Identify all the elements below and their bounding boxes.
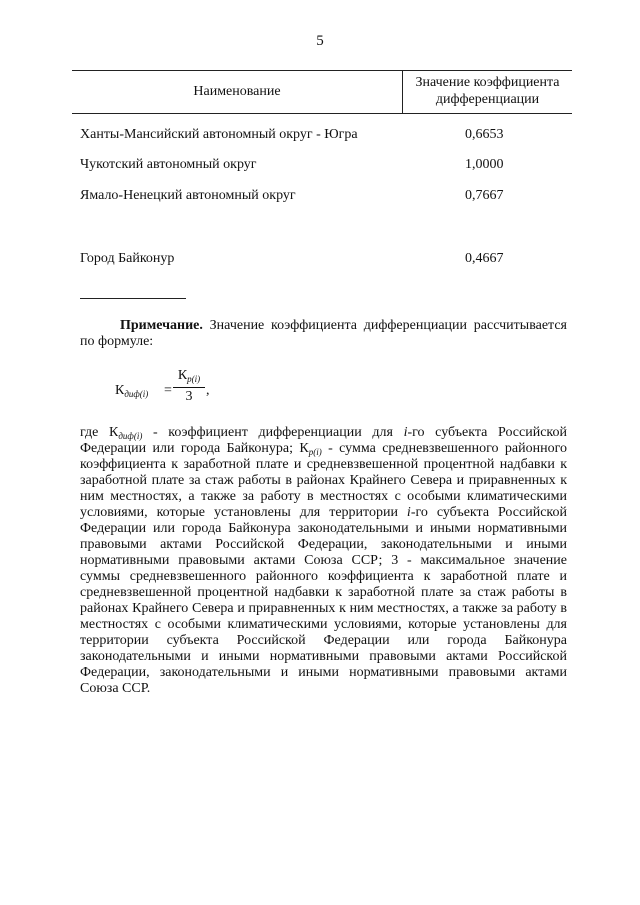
row-name: Ямало-Ненецкий автономный округ [80, 188, 296, 203]
explanation-part3: - сумма средневзвешенного районного коэффициента к заработной плате и средневзвешенной процентной надбавки к заработной плате за стаж работы в районах Крайнего Севера и приравненных к ним местностях, а также за работу в местностях с особыми климатическими условиями, которые установлены для территории [80, 441, 567, 520]
page-number: 5 [316, 33, 324, 49]
row-name: Ханты-Мансийский автономный округ - Югра [80, 127, 358, 142]
explanation-part2: -го субъекта Российской Федерации или города Байконура; К [80, 425, 568, 456]
row-value: 0,6653 [465, 127, 504, 142]
explanation-part4: -го субъекта Российской Федерации или города Байконура законодательными и иными нормативными правовыми актами Российской Федерации, законодательными и иными нормативными правовыми актами Союза ССР; 3 - максимальное значение суммы средневзвешенного районного коэффициента к заработной плате и средневзвешенной процентной надбавки к заработной плате за стаж работы в районах Крайнего Севера и приравненных к ним местностях, а также за работу в местностях с особыми климатическими условиями, которые установлены для территории субъекта Российской Федерации или города Байконура законодательными и иными нормативными правовыми актами Российской Федерации, законодательными и иными нормативными правовыми актами Союза ССР. [80, 505, 567, 696]
explanation-paragraph [80, 425, 567, 697]
formula-numerator [173, 368, 205, 384]
row-name: Чукотский автономный округ [80, 157, 257, 172]
row-value: 0,7667 [465, 188, 504, 203]
row-name: Город Байконур [80, 251, 175, 266]
formula-numerator-symbol: К [177, 368, 188, 383]
column-header-value [403, 74, 572, 108]
note-label: Примечание. [120, 318, 203, 333]
explanation-where: где К [80, 425, 119, 440]
footnote-rule [80, 298, 186, 299]
table-row [80, 188, 570, 208]
column-header-name: Наименование [193, 84, 281, 99]
formula-numerator-subscript: р(i) [187, 374, 201, 384]
explanation-k-subscript: диф(i) [118, 431, 143, 441]
row-value: 1,0000 [465, 157, 504, 172]
column-header-value-line1: Значение коэффициента [415, 75, 560, 90]
table-row [80, 251, 570, 271]
note-paragraph [80, 318, 567, 350]
formula-lhs-subscript: диф(i) [124, 389, 149, 399]
note-text: Значение коэффициента дифференциации рассчитывается по формуле: [80, 318, 567, 349]
explanation-part1: - коэффициент дифференциации для [142, 425, 404, 440]
explanation-kp-subscript: р(i) [308, 447, 322, 457]
fraction-bar [173, 387, 205, 388]
formula-lhs [115, 383, 148, 399]
formula-denominator: 3 [185, 389, 193, 404]
explanation-index-i: i [403, 425, 408, 440]
formula-equals: = [164, 383, 172, 398]
formula-lhs-symbol: К [115, 383, 125, 398]
formula [115, 368, 315, 408]
column-header-value-line2: дифференциации [435, 92, 540, 107]
formula-comma: , [206, 383, 210, 398]
table-row [80, 127, 570, 147]
table-row [80, 157, 570, 177]
table-header [72, 70, 572, 114]
row-value: 0,4667 [465, 251, 504, 266]
explanation-index-i2: i [406, 505, 411, 520]
